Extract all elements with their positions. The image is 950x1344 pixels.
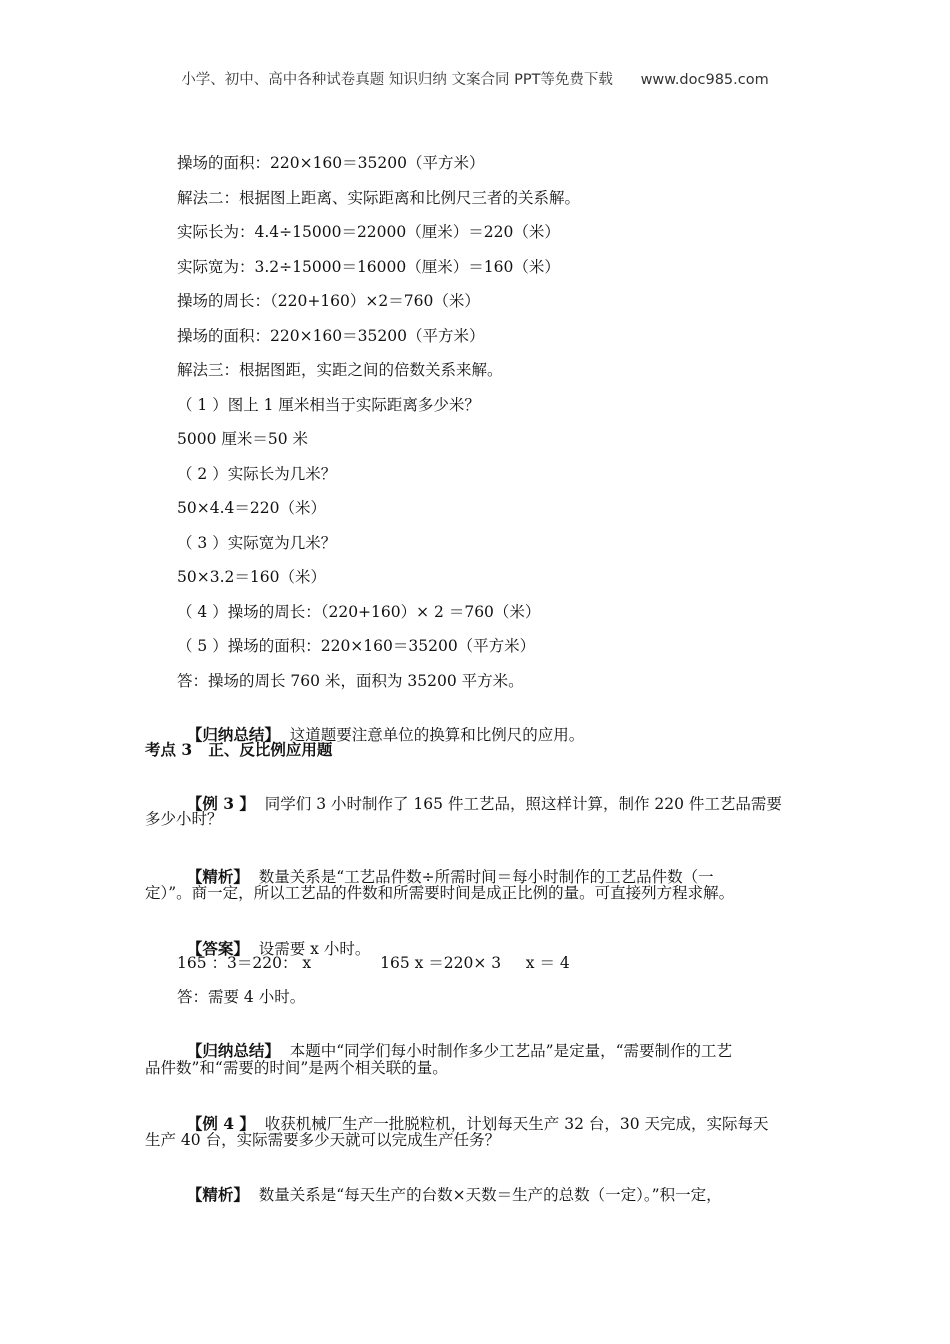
section-heading: 考点 3 正、反比例应用题 [145, 740, 333, 759]
text-line: 解法二：根据图上距离、实际距离和比例尺三者的关系解。 [177, 189, 581, 207]
analysis-text: 数量关系是“工艺品件数÷所需时间＝每小时制作的工艺品件数（一 [248, 868, 714, 886]
example-tag: 【例 4 】 [186, 1114, 255, 1133]
text-line: 生产 40 台，实际需要多少天就可以完成生产任务？ [145, 1131, 501, 1149]
text-line: 实际长为：4.4÷15000＝22000（厘米）＝220（米） [177, 223, 560, 241]
analysis-paragraph [177, 847, 714, 887]
summary-text: 本题中“同学们每小时制作多少工艺品”是定量，“需要制作的工艺 [279, 1042, 733, 1060]
text-line: （ 2 ）实际长为几米？ [177, 465, 337, 483]
text-line: 实际宽为：3.2÷15000＝16000（厘米）＝160（米） [177, 258, 560, 276]
example-paragraph [177, 774, 782, 814]
analysis-tag: 【精析】 [186, 1185, 249, 1204]
answer-tag: 【答案】 [186, 939, 249, 958]
summary-text: 这道题要注意单位的换算和比例尺的应用。 [279, 726, 585, 744]
text-line: 5000 厘米＝50 米 [177, 430, 309, 448]
text-line: 答：需要 4 小时。 [177, 988, 306, 1006]
example-text: 同学们 3 小时制作了 165 件工艺品，照这样计算，制作 220 件工艺品需要 [254, 795, 782, 813]
text-line: 50×3.2＝160（米） [177, 568, 326, 586]
text-line: （ 4 ）操场的周长：（220+160）× 2 ＝760（米） [177, 603, 541, 621]
example-paragraph [177, 1094, 769, 1134]
text-line: 品件数”和“需要的时间”是两个相关联的量。 [145, 1059, 448, 1077]
summary-paragraph [177, 1021, 732, 1061]
analysis-tag: 【精析】 [186, 867, 249, 886]
text-line: 操场的面积：220×160＝35200（平方米） [177, 327, 485, 345]
analysis-text: 数量关系是“每天生产的台数×天数＝生产的总数（一定）。”积一定， [248, 1186, 722, 1204]
page-header: 小学、初中、高中各种试卷真题 知识归纳 文案合同 PPT等免费下载 www.doc985.com [181, 72, 769, 88]
summary-paragraph [177, 705, 584, 745]
text-line: 答：操场的周长 760 米，面积为 35200 平方米。 [177, 672, 524, 690]
example-tag: 【例 3 】 [186, 794, 255, 813]
summary-tag: 【归纳总结】 [186, 725, 280, 744]
text-line: 解法三：根据图距，实距之间的倍数关系来解。 [177, 361, 503, 379]
text-line: （ 1 ）图上 1 厘米相当于实际距离多少米？ [177, 396, 480, 414]
text-line: 50×4.4＝220（米） [177, 499, 326, 517]
text-line: 操场的面积：220×160＝35200（平方米） [177, 154, 485, 172]
analysis-paragraph [177, 1165, 722, 1205]
text-line: （ 5 ）操场的面积：220×160＝35200（平方米） [177, 637, 536, 655]
text-line: 操场的周长：（220+160）×2＝760（米） [177, 292, 480, 310]
example-text: 收获机械厂生产一批脱粒机，计划每天生产 32 台，30 天完成，实际每天 [254, 1115, 769, 1133]
summary-tag: 【归纳总结】 [186, 1041, 280, 1060]
equation-line: 165 ：3＝220： x 165 x ＝220× 3 x ＝ 4 [177, 954, 570, 972]
text-line: 多少小时？ [145, 810, 223, 828]
text-line: 定）”。商一定，所以工艺品的件数和所需要时间是成正比例的量。可直接列方程求解。 [145, 884, 735, 902]
text-line: （ 3 ）实际宽为几米？ [177, 534, 337, 552]
answer-text: 设需要 x 小时。 [248, 940, 371, 958]
